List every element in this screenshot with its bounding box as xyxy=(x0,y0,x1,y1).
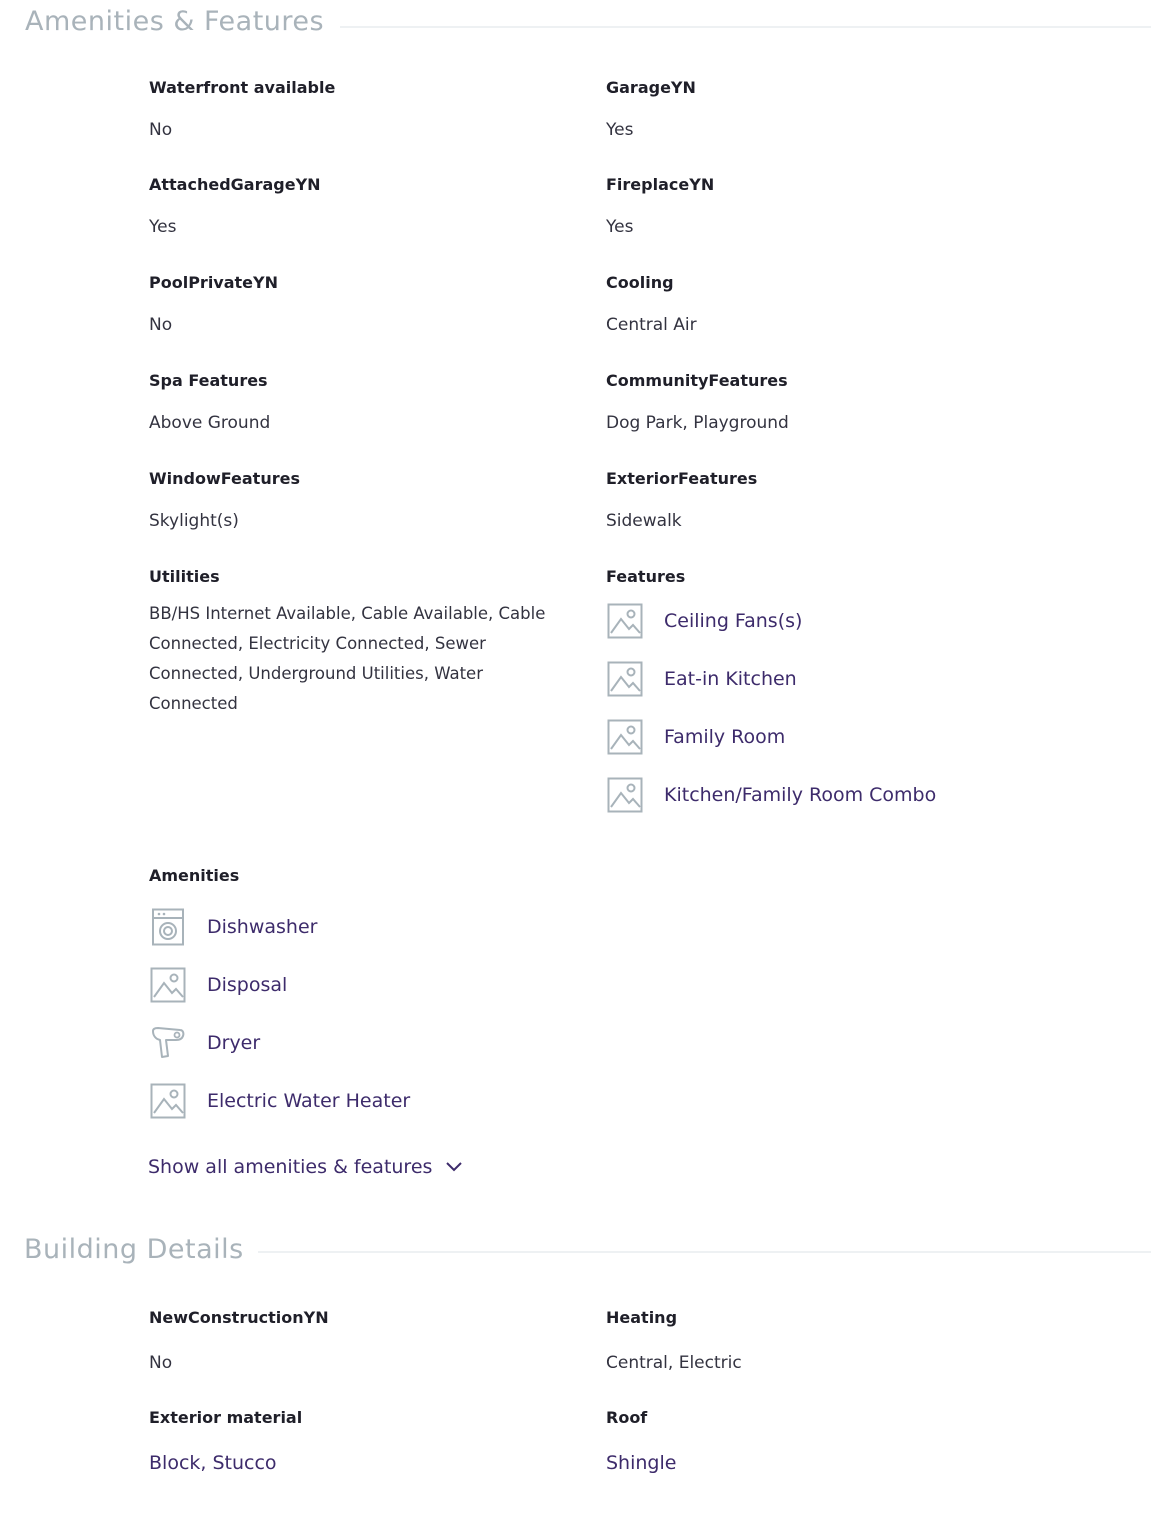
field-label: GarageYN xyxy=(606,78,696,97)
building-section-title: Building Details xyxy=(24,1234,244,1265)
list-item-label: Family Room xyxy=(664,726,786,748)
list-item xyxy=(606,766,1026,824)
field-label: Cooling xyxy=(606,273,674,292)
field-label: CommunityFeatures xyxy=(606,371,788,390)
image-placeholder-icon xyxy=(149,966,187,1004)
field-label: WindowFeatures xyxy=(149,469,300,488)
image-placeholder-icon xyxy=(606,718,644,756)
field-label: Features xyxy=(606,567,686,586)
field-label: PoolPrivateYN xyxy=(149,273,278,292)
hair-dryer-icon xyxy=(149,1024,187,1062)
field-pool-private xyxy=(149,273,569,340)
dishwasher-icon xyxy=(149,908,187,946)
show-all-label[interactable]: Show all amenities & features xyxy=(148,1156,433,1178)
amenities-section-header xyxy=(0,6,1161,46)
chevron-down-icon[interactable] xyxy=(444,1157,464,1177)
field-label: Exterior material xyxy=(149,1408,303,1427)
field-value: Skylight(s) xyxy=(149,511,239,531)
field-spa-features xyxy=(149,371,569,438)
amenities-group xyxy=(149,866,569,1130)
image-placeholder-icon xyxy=(606,776,644,814)
list-item xyxy=(149,898,569,956)
field-new-construction xyxy=(149,1308,569,1378)
field-label: Utilities xyxy=(149,567,220,586)
field-waterfront xyxy=(149,78,569,145)
field-attached-garage xyxy=(149,175,569,242)
field-cooling xyxy=(606,273,1026,340)
field-label: ExteriorFeatures xyxy=(606,469,758,488)
field-value: BB/HS Internet Available, Cable Available, Cable Connected, Electricity Connected, Sewer Connected, Underground Utilities, Water Connected xyxy=(149,604,546,713)
section-divider xyxy=(258,1251,1151,1253)
field-roof xyxy=(606,1408,1026,1478)
field-value: Yes xyxy=(606,217,634,237)
field-label: Amenities xyxy=(149,866,240,885)
image-placeholder-icon xyxy=(606,602,644,640)
field-label: Spa Features xyxy=(149,371,268,390)
field-value: No xyxy=(149,315,173,335)
field-window-features xyxy=(149,469,569,536)
list-item-label: Dishwasher xyxy=(207,916,318,938)
field-value: Shingle xyxy=(606,1452,677,1474)
list-item-label: Kitchen/Family Room Combo xyxy=(664,784,937,806)
amenities-section-title: Amenities & Features xyxy=(25,6,325,37)
field-fireplace xyxy=(606,175,1026,242)
field-value: No xyxy=(149,120,173,140)
features-group xyxy=(606,567,1026,824)
list-item xyxy=(606,708,1026,766)
field-value: Yes xyxy=(149,217,177,237)
field-exterior-material xyxy=(149,1408,569,1478)
section-divider xyxy=(340,26,1151,28)
list-item-label: Ceiling Fans(s) xyxy=(664,610,803,632)
field-heating xyxy=(606,1308,1026,1378)
list-item-label: Eat-in Kitchen xyxy=(664,668,797,690)
list-item xyxy=(606,650,1026,708)
list-item xyxy=(149,956,569,1014)
field-label: Waterfront available xyxy=(149,78,336,97)
features-list xyxy=(606,592,1026,824)
field-value: Sidewalk xyxy=(606,511,682,531)
list-item-label: Disposal xyxy=(207,974,288,996)
list-item-label: Dryer xyxy=(207,1032,261,1054)
list-item xyxy=(149,1072,569,1130)
field-label: Heating xyxy=(606,1308,678,1327)
image-placeholder-icon xyxy=(606,660,644,698)
field-value: Block, Stucco xyxy=(149,1452,277,1474)
field-garage xyxy=(606,78,1026,145)
image-placeholder-icon xyxy=(149,1082,187,1120)
field-label: Roof xyxy=(606,1408,648,1427)
field-value: Central, Electric xyxy=(606,1353,742,1373)
list-item-label: Electric Water Heater xyxy=(207,1090,411,1112)
field-exterior-features xyxy=(606,469,1026,536)
list-item xyxy=(149,1014,569,1072)
field-value: Above Ground xyxy=(149,413,271,433)
field-label: FireplaceYN xyxy=(606,175,715,194)
building-section-header xyxy=(0,1234,1161,1274)
field-value: Central Air xyxy=(606,315,697,335)
field-label: AttachedGarageYN xyxy=(149,175,321,194)
list-item xyxy=(606,592,1026,650)
field-value: Yes xyxy=(606,120,634,140)
field-value: No xyxy=(149,1353,173,1373)
field-utilities xyxy=(149,567,569,719)
field-label: NewConstructionYN xyxy=(149,1308,329,1327)
field-community-features xyxy=(606,371,1026,438)
show-all-amenities-link[interactable] xyxy=(148,1156,464,1178)
amenities-list xyxy=(149,898,569,1130)
field-value: Dog Park, Playground xyxy=(606,413,789,433)
